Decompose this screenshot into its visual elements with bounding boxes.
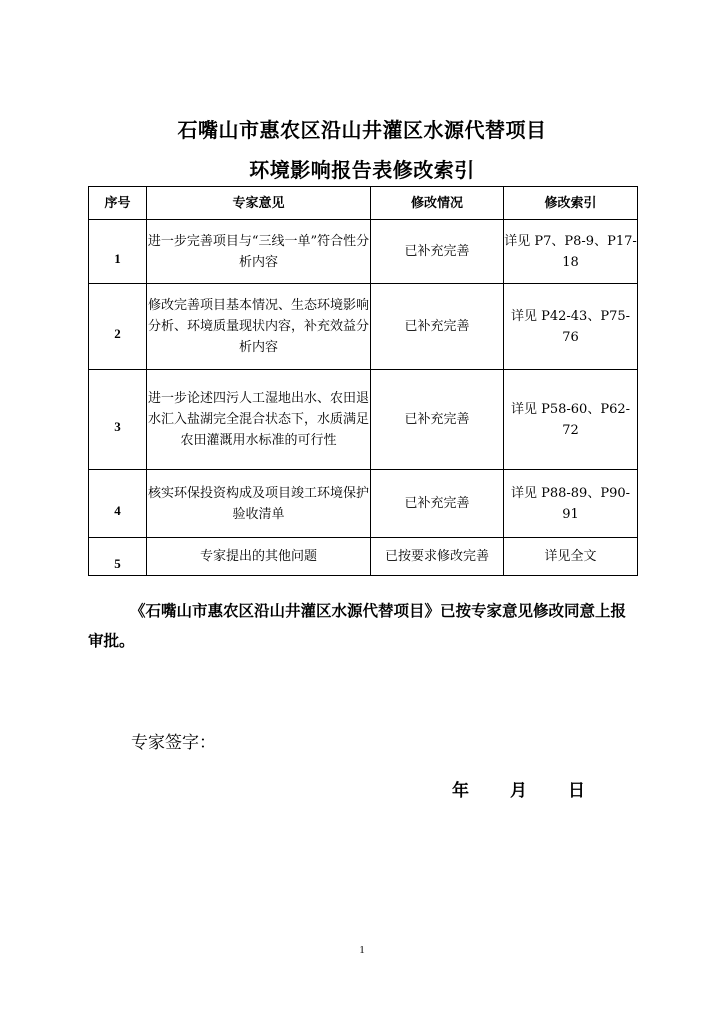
signature-date (452, 776, 612, 801)
date-day: 日 (568, 781, 585, 801)
row-opinion: 进一步论述四污人工湿地出水、农田退水汇入盐湖完全混合状态下，水质满足农田灌溉用水标准的可行性 (147, 370, 371, 470)
document-subtitle: 环境影响报告表修改索引 (249, 158, 475, 182)
row-index: 详见 P88-89、P90-91 (504, 470, 638, 538)
header-index: 修改索引 (504, 187, 638, 220)
row-number: 2 (89, 284, 147, 370)
row-number: 5 (89, 538, 147, 576)
header-status: 修改情况 (371, 187, 504, 220)
header-opinion: 专家意见 (147, 187, 371, 220)
row-status: 已按要求修改完善 (371, 538, 504, 576)
row-number: 1 (89, 220, 147, 284)
row-index: 详见 P42-43、P75-76 (504, 284, 638, 370)
table-row (89, 470, 638, 538)
row-opinion: 修改完善项目基本情况、生态环境影响分析、环境质量现状内容，补充效益分析内容 (147, 284, 371, 370)
table-header-row (89, 187, 638, 220)
row-status: 已补充完善 (371, 470, 504, 538)
row-opinion: 进一步完善项目与“三线一单”符合性分析内容 (147, 220, 371, 284)
date-month: 月 (510, 781, 527, 801)
document-title: 石嘴山市惠农区沿山井灌区水源代替项目 (177, 118, 547, 142)
row-status: 已补充完善 (371, 220, 504, 284)
approval-statement: 《石嘴山市惠农区沿山井灌区水源代替项目》已按专家意见修改同意上报审批。 (88, 602, 627, 650)
header-seq: 序号 (89, 187, 147, 220)
row-opinion: 专家提出的其他问题 (147, 538, 371, 576)
row-index: 详见全文 (504, 538, 638, 576)
row-status: 已补充完善 (371, 284, 504, 370)
date-year: 年 (452, 781, 469, 801)
row-number: 4 (89, 470, 147, 538)
expert-signature-label: 专家签字： (131, 733, 216, 753)
row-index: 详见 P58-60、P62-72 (504, 370, 638, 470)
table-row (89, 284, 638, 370)
row-opinion: 核实环保投资构成及项目竣工环境保护验收清单 (147, 470, 371, 538)
table-row (89, 538, 638, 576)
page-number: 1 (359, 944, 365, 956)
row-number: 3 (89, 370, 147, 470)
row-index: 详见 P7、P8-9、P17-18 (504, 220, 638, 284)
row-status: 已补充完善 (371, 370, 504, 470)
table-row (89, 370, 638, 470)
revision-index-table (88, 186, 638, 576)
table-row (89, 220, 638, 284)
